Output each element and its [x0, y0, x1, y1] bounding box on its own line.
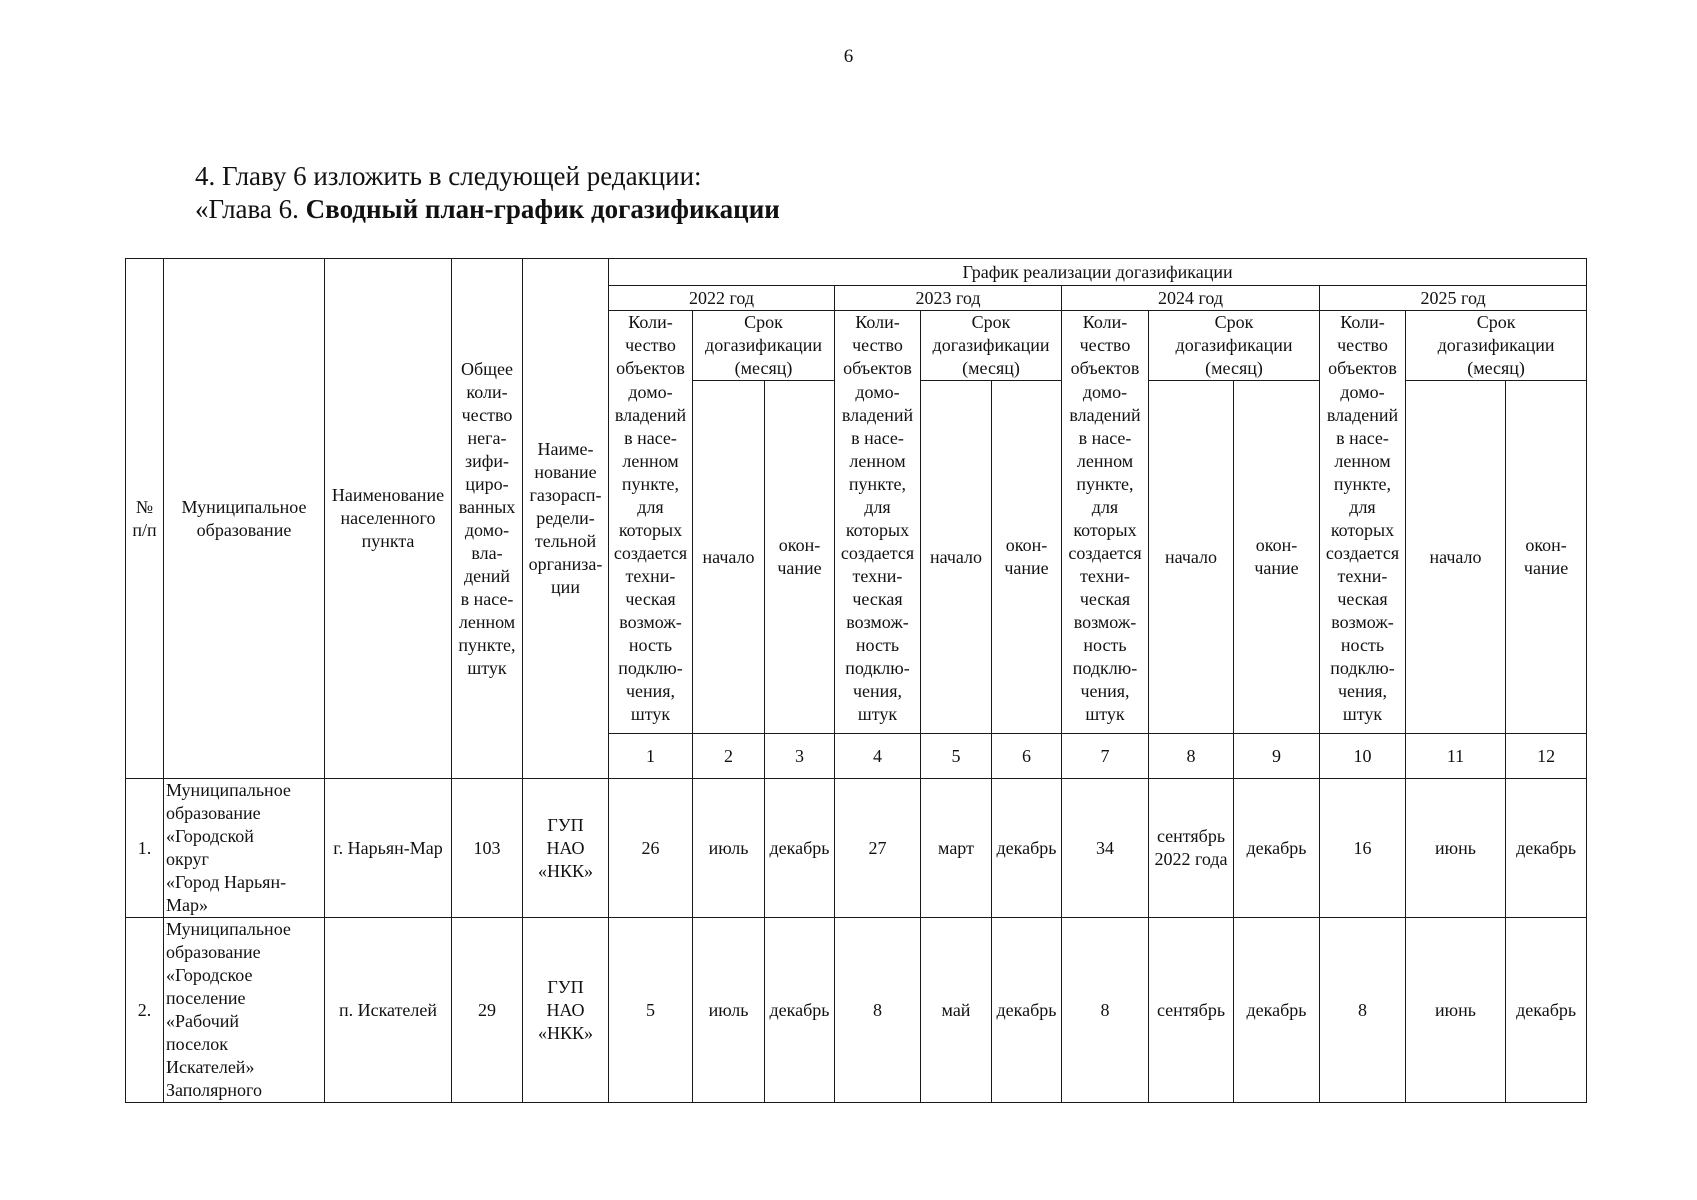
term-header-2024: Срок догазификации (месяц)	[1149, 311, 1320, 381]
count-header-2022: Коли- чество объектов	[609, 311, 693, 381]
row-count-2022: 26	[609, 779, 693, 918]
row-settlement: г. Нарьян-Мар	[325, 779, 452, 918]
col-header-num: № п/п	[126, 259, 164, 779]
column-number: 5	[921, 734, 992, 779]
row-org: ГУП НАО «НКК»	[523, 918, 609, 1103]
start-header-2023: начало	[921, 381, 992, 734]
row-count-2023: 27	[835, 779, 921, 918]
table-row	[126, 779, 1587, 918]
page-number: 6	[843, 46, 854, 67]
chapter-heading	[195, 160, 780, 226]
column-number: 3	[765, 734, 835, 779]
row-municipality: Муниципальное образование «Городское поселение «Рабочий поселок Искателей» Заполярного	[164, 918, 325, 1103]
row-start-2025: июнь	[1406, 918, 1506, 1103]
count-header-rest-2025: домо- владений в насе- ленном пункте, для которых создается техни- ческая возмож- ность подклю- чения, штук	[1320, 381, 1406, 734]
column-number: 12	[1506, 734, 1587, 779]
row-start-2024: сентябрь 2022 года	[1149, 779, 1234, 918]
row-start-2023: март	[921, 779, 992, 918]
row-settlement: п. Искателей	[325, 918, 452, 1103]
heading-line-2-prefix: «Глава 6.	[195, 194, 306, 224]
end-header-2023: окон- чание	[992, 381, 1062, 734]
column-number: 10	[1320, 734, 1406, 779]
end-header-2025: окон- чание	[1506, 381, 1587, 734]
year-header-2024: 2024 год	[1062, 286, 1320, 311]
row-end-2022: декабрь	[765, 918, 835, 1103]
column-number: 2	[693, 734, 765, 779]
column-number: 11	[1406, 734, 1506, 779]
count-header-rest-2023: домо- владений в насе- ленном пункте, для которых создается техни- ческая возмож- ность подклю- чения, штук	[835, 381, 921, 734]
count-header-rest-2024: домо- владений в насе- ленном пункте, для которых создается техни- ческая возмож- ность подклю- чения, штук	[1062, 381, 1149, 734]
row-end-2025: декабрь	[1506, 918, 1587, 1103]
row-count-2024: 34	[1062, 779, 1149, 918]
row-total: 29	[452, 918, 523, 1103]
column-number: 9	[1234, 734, 1320, 779]
row-org: ГУП НАО «НКК»	[523, 779, 609, 918]
count-header-2024: Коли- чество объектов	[1062, 311, 1149, 381]
row-count-2025: 16	[1320, 779, 1406, 918]
end-header-2022: окон- чание	[765, 381, 835, 734]
row-end-2025: декабрь	[1506, 779, 1587, 918]
col-header-org: Наиме- нование газорасп- редели- тельной организа- ции	[523, 259, 609, 779]
col-header-settlement: Наименование населенного пункта	[325, 259, 452, 779]
row-count-2024: 8	[1062, 918, 1149, 1103]
row-end-2024: декабрь	[1234, 918, 1320, 1103]
row-start-2022: июль	[693, 918, 765, 1103]
year-header-2023: 2023 год	[835, 286, 1062, 311]
term-header-2022: Срок догазификации (месяц)	[693, 311, 835, 381]
row-total: 103	[452, 779, 523, 918]
group-header-schedule: График реализации догазификации	[609, 259, 1587, 286]
start-header-2024: начало	[1149, 381, 1234, 734]
column-number: 4	[835, 734, 921, 779]
row-end-2022: декабрь	[765, 779, 835, 918]
column-number: 7	[1062, 734, 1149, 779]
year-header-2022: 2022 год	[609, 286, 835, 311]
row-count-2022: 5	[609, 918, 693, 1103]
start-header-2022: начало	[693, 381, 765, 734]
gasification-plan-table	[125, 258, 1587, 1103]
column-number: 6	[992, 734, 1062, 779]
table-row	[126, 918, 1587, 1103]
heading-line-1: 4. Главу 6 изложить в следующей редакции:	[195, 161, 702, 191]
count-header-rest-2022: домо- владений в насе- ленном пункте, для которых создается техни- ческая возмож- ность подклю- чения, штук	[609, 381, 693, 734]
header-row-group	[126, 259, 1587, 286]
column-number: 1	[609, 734, 693, 779]
term-header-2025: Срок догазификации (месяц)	[1406, 311, 1587, 381]
term-header-2023: Срок догазификации (месяц)	[921, 311, 1062, 381]
start-header-2025: начало	[1406, 381, 1506, 734]
col-header-municipality: Муниципальное образование	[164, 259, 325, 779]
end-header-2024: окон- чание	[1234, 381, 1320, 734]
row-number: 1.	[126, 779, 164, 918]
row-start-2025: июнь	[1406, 779, 1506, 918]
row-count-2025: 8	[1320, 918, 1406, 1103]
row-start-2023: май	[921, 918, 992, 1103]
count-header-2023: Коли- чество объектов	[835, 311, 921, 381]
row-start-2022: июль	[693, 779, 765, 918]
row-end-2023: декабрь	[992, 779, 1062, 918]
row-count-2023: 8	[835, 918, 921, 1103]
row-municipality: Муниципальное образование «Городской округ «Город Нарьян- Мар»	[164, 779, 325, 918]
count-header-2025: Коли- чество объектов	[1320, 311, 1406, 381]
row-end-2024: декабрь	[1234, 779, 1320, 918]
row-start-2024: сентябрь	[1149, 918, 1234, 1103]
heading-line-2	[195, 193, 780, 226]
heading-line-2-title: Сводный план-график догазификации	[305, 194, 780, 224]
row-number: 2.	[126, 918, 164, 1103]
col-header-total: Общее коли- чество нега- зифи- циро- ванных домо- вла- дений в насе- ленном пункте, штук	[452, 259, 523, 779]
row-end-2023: декабрь	[992, 918, 1062, 1103]
column-number: 8	[1149, 734, 1234, 779]
year-header-2025: 2025 год	[1320, 286, 1587, 311]
